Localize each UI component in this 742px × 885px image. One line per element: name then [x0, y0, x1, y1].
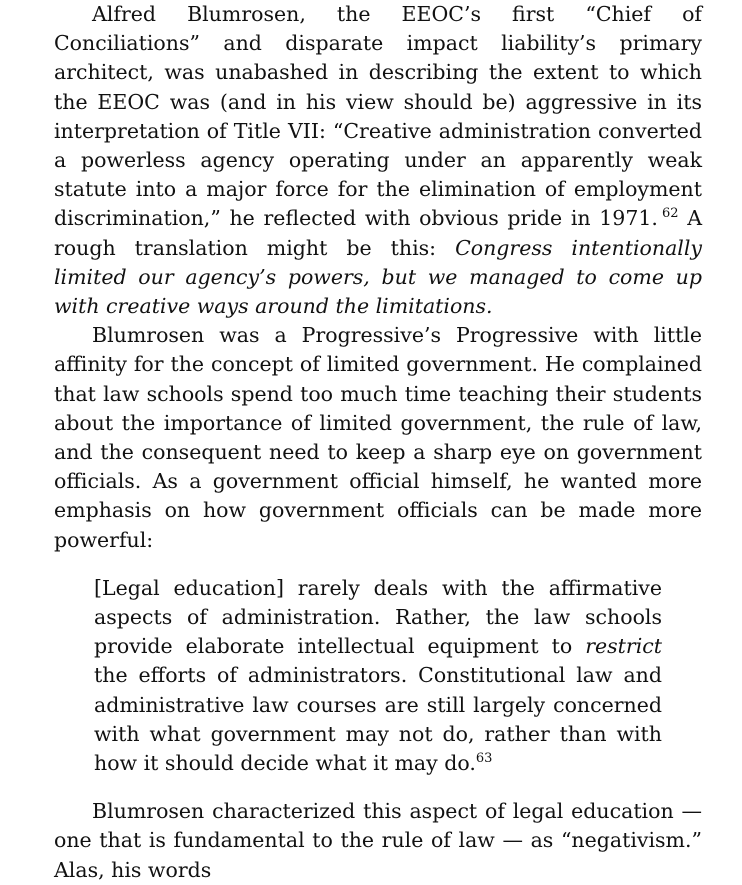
paragraph-text: A rough translation might be this:: [54, 206, 702, 260]
quote-italic-restrict: restrict: [585, 634, 662, 659]
document-page: [54, 0, 702, 885]
footnote-ref-62[interactable]: 62: [661, 206, 679, 222]
italic-translation: Congress intentionally limited our agency’s powers, but we managed to come up with creative ways around the limitations.: [54, 235, 703, 319]
paragraph-text: Alfred Blumrosen, the EEOC’s first “Chief of Conciliations” and disparate impact liability’s primary architect, was unabashed in describing the extent to which the EEOC was (and in his view should be) aggressive in its interpretation of Title VII: “Creative administration converted a powerless agency operating under an apparently weak statute into a major force for the elimination of employment discrimination,” he reflected with obvious pride in 1971.: [54, 2, 702, 231]
block-quote: [94, 574, 662, 778]
paragraph-text: Blumrosen characterized this aspect of legal education — one that is fundamental to the rule of law — as “negativism.” Alas, his words: [54, 799, 702, 882]
quote-text: [Legal education] rarely deals with the affirmative aspects of administration. Rather, the law schools provide elaborate intellectual equipment to: [94, 575, 662, 659]
quote-text: the efforts of administrators. Constitutional law and administrative law courses are still largely concerned with what government may not do, rather than with how it should decide what it may do.: [94, 663, 662, 776]
paragraph-progressive: [54, 321, 702, 555]
paragraph-negativism: [54, 797, 702, 885]
paragraph-text: Blumrosen was a Progressive’s Progressive with little affinity for the concept of limited government. He complained that law schools spend too much time teaching their students about the importance of limited government, the rule of law, and the consequent need to keep a sharp eye on government officials. As a government official himself, he wanted more emphasis on how government officials can be made more powerful:: [54, 323, 702, 552]
paragraph-blumrosen-intro: [54, 0, 702, 321]
footnote-ref-63[interactable]: 63: [475, 751, 493, 767]
